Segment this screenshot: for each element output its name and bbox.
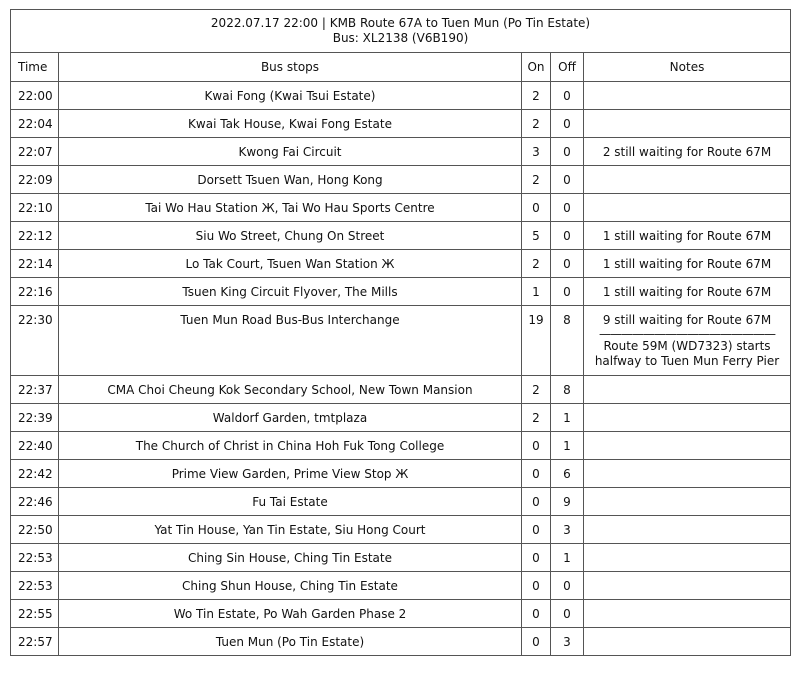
time-cell: 22:50 bbox=[11, 516, 59, 544]
on-cell: 0 bbox=[522, 600, 551, 628]
table-row bbox=[11, 432, 791, 460]
time-cell: 22:16 bbox=[11, 278, 59, 306]
header-row bbox=[11, 53, 791, 82]
table-row bbox=[11, 194, 791, 222]
time-cell: 22:57 bbox=[11, 628, 59, 656]
notes-cell bbox=[584, 572, 791, 600]
notes-cell: 2 still waiting for Route 67M bbox=[584, 138, 791, 166]
on-cell: 0 bbox=[522, 628, 551, 656]
stop-cell: Prime View Garden, Prime View Stop Ж bbox=[59, 460, 522, 488]
table-row bbox=[11, 110, 791, 138]
time-cell: 22:39 bbox=[11, 404, 59, 432]
off-cell: 0 bbox=[551, 278, 584, 306]
table-row bbox=[11, 572, 791, 600]
on-cell: 0 bbox=[522, 516, 551, 544]
off-cell: 3 bbox=[551, 628, 584, 656]
stop-cell: Lo Tak Court, Tsuen Wan Station Ж bbox=[59, 250, 522, 278]
notes-cell bbox=[584, 306, 791, 376]
off-cell: 0 bbox=[551, 572, 584, 600]
header-off: Off bbox=[551, 53, 584, 82]
table-title bbox=[11, 10, 791, 53]
notes-cell: 1 still waiting for Route 67M bbox=[584, 278, 791, 306]
stop-cell: Fu Tai Estate bbox=[59, 488, 522, 516]
table-row bbox=[11, 376, 791, 404]
stop-cell: Dorsett Tsuen Wan, Hong Kong bbox=[59, 166, 522, 194]
off-cell: 8 bbox=[551, 306, 584, 376]
stop-cell: Tuen Mun (Po Tin Estate) bbox=[59, 628, 522, 656]
off-cell: 1 bbox=[551, 404, 584, 432]
time-cell: 22:40 bbox=[11, 432, 59, 460]
stop-cell: Ching Sin House, Ching Tin Estate bbox=[59, 544, 522, 572]
table-row bbox=[11, 250, 791, 278]
on-cell: 5 bbox=[522, 222, 551, 250]
time-cell: 22:09 bbox=[11, 166, 59, 194]
table-row bbox=[11, 222, 791, 250]
off-cell: 9 bbox=[551, 488, 584, 516]
notes-cell bbox=[584, 460, 791, 488]
time-cell: 22:12 bbox=[11, 222, 59, 250]
off-cell: 0 bbox=[551, 222, 584, 250]
on-cell: 2 bbox=[522, 82, 551, 110]
off-cell: 0 bbox=[551, 166, 584, 194]
time-cell: 22:37 bbox=[11, 376, 59, 404]
off-cell: 1 bbox=[551, 544, 584, 572]
time-cell: 22:04 bbox=[11, 110, 59, 138]
stop-cell: Tai Wo Hau Station Ж, Tai Wo Hau Sports Centre bbox=[59, 194, 522, 222]
table-row bbox=[11, 544, 791, 572]
table-row bbox=[11, 488, 791, 516]
stop-cell: Ching Shun House, Ching Tin Estate bbox=[59, 572, 522, 600]
title-row bbox=[11, 10, 791, 53]
stop-cell: Yat Tin House, Yan Tin Estate, Siu Hong Court bbox=[59, 516, 522, 544]
table-row bbox=[11, 138, 791, 166]
table-row bbox=[11, 166, 791, 194]
notes-cell bbox=[584, 404, 791, 432]
off-cell: 8 bbox=[551, 376, 584, 404]
time-cell: 22:46 bbox=[11, 488, 59, 516]
bus-log-table bbox=[10, 9, 791, 656]
off-cell: 0 bbox=[551, 110, 584, 138]
header-time: Time bbox=[11, 53, 59, 82]
on-cell: 2 bbox=[522, 166, 551, 194]
stop-cell: Kwai Fong (Kwai Tsui Estate) bbox=[59, 82, 522, 110]
on-cell: 2 bbox=[522, 376, 551, 404]
time-cell: 22:53 bbox=[11, 544, 59, 572]
time-cell: 22:42 bbox=[11, 460, 59, 488]
stop-cell: Kwong Fai Circuit bbox=[59, 138, 522, 166]
off-cell: 1 bbox=[551, 432, 584, 460]
table-row bbox=[11, 516, 791, 544]
on-cell: 2 bbox=[522, 250, 551, 278]
note-line: 9 still waiting for Route 67M bbox=[602, 313, 772, 327]
on-cell: 0 bbox=[522, 544, 551, 572]
off-cell: 0 bbox=[551, 138, 584, 166]
notes-cell bbox=[584, 432, 791, 460]
on-cell: 1 bbox=[522, 278, 551, 306]
notes-cell bbox=[584, 516, 791, 544]
stop-cell: Tsuen King Circuit Flyover, The Mills bbox=[59, 278, 522, 306]
stop-cell: CMA Choi Cheung Kok Secondary School, New Town Mansion bbox=[59, 376, 522, 404]
table-row bbox=[11, 628, 791, 656]
table-row bbox=[11, 600, 791, 628]
on-cell: 2 bbox=[522, 404, 551, 432]
notes-cell bbox=[584, 82, 791, 110]
time-cell: 22:30 bbox=[11, 306, 59, 376]
notes-cell bbox=[584, 600, 791, 628]
note-separator: ———————————————— bbox=[599, 329, 775, 339]
notes-cell: 1 still waiting for Route 67M bbox=[584, 250, 791, 278]
notes-cell bbox=[584, 376, 791, 404]
notes-cell bbox=[584, 628, 791, 656]
notes-cell bbox=[584, 194, 791, 222]
off-cell: 3 bbox=[551, 516, 584, 544]
table-row bbox=[11, 82, 791, 110]
stop-cell: Kwai Tak House, Kwai Fong Estate bbox=[59, 110, 522, 138]
table-row bbox=[11, 306, 791, 376]
time-cell: 22:07 bbox=[11, 138, 59, 166]
time-cell: 22:10 bbox=[11, 194, 59, 222]
on-cell: 3 bbox=[522, 138, 551, 166]
notes-cell bbox=[584, 166, 791, 194]
on-cell: 0 bbox=[522, 460, 551, 488]
off-cell: 0 bbox=[551, 250, 584, 278]
on-cell: 2 bbox=[522, 110, 551, 138]
header-notes: Notes bbox=[584, 53, 791, 82]
note-line-extra: Route 59M (WD7323) starts halfway to Tuen Mun Ferry Pier bbox=[594, 339, 780, 368]
notes-cell bbox=[584, 544, 791, 572]
on-cell: 0 bbox=[522, 432, 551, 460]
notes-cell bbox=[584, 488, 791, 516]
on-cell: 0 bbox=[522, 194, 551, 222]
on-cell: 0 bbox=[522, 488, 551, 516]
table-row bbox=[11, 460, 791, 488]
stop-cell: Wo Tin Estate, Po Wah Garden Phase 2 bbox=[59, 600, 522, 628]
title-line-2: Bus: XL2138 (V6B190) bbox=[332, 31, 469, 45]
off-cell: 0 bbox=[551, 82, 584, 110]
time-cell: 22:14 bbox=[11, 250, 59, 278]
on-cell: 19 bbox=[522, 306, 551, 376]
header-on: On bbox=[522, 53, 551, 82]
header-bus-stops: Bus stops bbox=[59, 53, 522, 82]
off-cell: 6 bbox=[551, 460, 584, 488]
table-row bbox=[11, 278, 791, 306]
table-row bbox=[11, 404, 791, 432]
notes-cell bbox=[584, 110, 791, 138]
title-line-1: 2022.07.17 22:00 | KMB Route 67A to Tuen Mun (Po Tin Estate) bbox=[210, 16, 591, 30]
on-cell: 0 bbox=[522, 572, 551, 600]
time-cell: 22:53 bbox=[11, 572, 59, 600]
stop-cell: Siu Wo Street, Chung On Street bbox=[59, 222, 522, 250]
off-cell: 0 bbox=[551, 600, 584, 628]
notes-cell: 1 still waiting for Route 67M bbox=[584, 222, 791, 250]
stop-cell: Waldorf Garden, tmtplaza bbox=[59, 404, 522, 432]
time-cell: 22:00 bbox=[11, 82, 59, 110]
off-cell: 0 bbox=[551, 194, 584, 222]
stop-cell: The Church of Christ in China Hoh Fuk Tong College bbox=[59, 432, 522, 460]
time-cell: 22:55 bbox=[11, 600, 59, 628]
stop-cell: Tuen Mun Road Bus-Bus Interchange bbox=[59, 306, 522, 376]
